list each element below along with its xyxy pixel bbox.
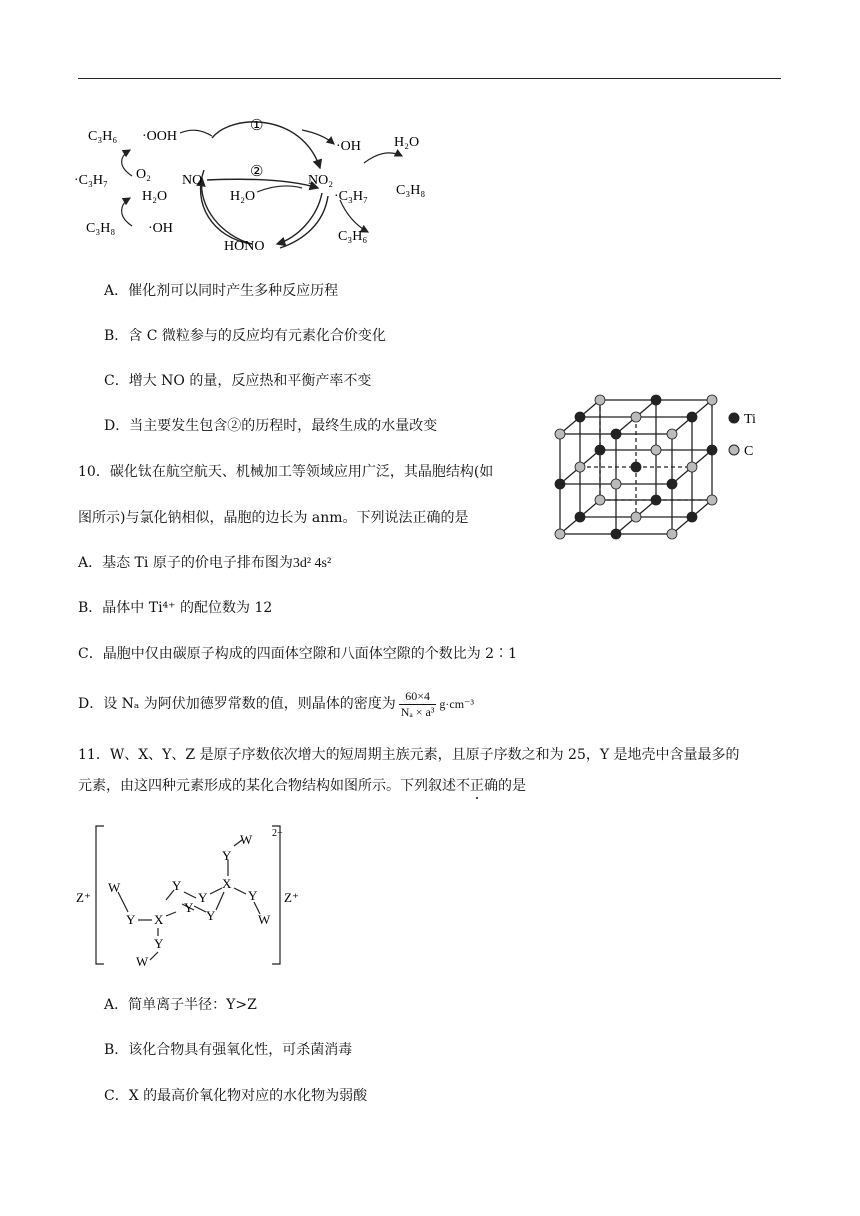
atom-y-left-upper: Y — [172, 878, 182, 893]
arrow-h2o-right — [364, 153, 402, 163]
arrow-to-oh — [302, 130, 334, 144]
z-plus-right: Z⁺ — [284, 890, 299, 905]
z-plus-left: Z⁺ — [76, 890, 91, 905]
species-c3h8-right: C₃H₈ — [396, 183, 426, 198]
crystal-cell-diagram — [548, 388, 788, 544]
q10-option-d — [78, 684, 474, 724]
q9-option-c: C．增大 NO 的量，反应热和平衡产率不变 — [104, 373, 372, 389]
species-c3h7-left: ·C₃H₇ — [74, 173, 108, 188]
q11-stem-tail: 的是 — [498, 778, 526, 794]
q10-option-a — [78, 553, 331, 574]
species-no2: NO₂ — [308, 173, 334, 188]
arrow-ooh-to-no2 — [212, 122, 320, 168]
species-o2: O₂ — [136, 167, 151, 182]
arrow-to-c3h6 — [340, 200, 368, 232]
atom-w-right: W — [258, 912, 271, 927]
atom-y-right: Y — [248, 888, 258, 903]
header-rule — [78, 78, 781, 79]
q11-option-a: A．简单离子半径：Y>Z — [104, 997, 257, 1013]
q11-option-b: B．该化合物具有强氧化性，可杀菌消毒 — [104, 1042, 353, 1058]
species-c3h6-bottom: C₃H₆ — [338, 229, 368, 244]
atom-y-left-lower: Y — [184, 900, 194, 915]
q9-option-d: D．当主要发生包含②的历程时，最终生成的水量改变 — [104, 418, 438, 434]
species-no: NO — [182, 173, 203, 188]
q11-emphasis: 不正确 — [456, 778, 498, 794]
atom-y-top: Y — [222, 848, 232, 863]
pathway-1: ① — [250, 118, 264, 134]
density-unit: g·cm⁻³ — [439, 697, 475, 711]
legend-ti-label: Ti — [744, 412, 756, 427]
q9-option-b: B．含 C 微粒参与的反应均有元素化合价变化 — [104, 328, 386, 344]
q10-option-a-text: A．基态 Ti 原子的价电子排布图为 — [78, 555, 293, 571]
atom-y-bridge-upper: Y — [198, 890, 208, 905]
q11-stem-line1: 11．W、X、Y、Z 是原子序数依次增大的短周期主族元素，且原子序数之和为 25，Y 是地壳中含量最多的 — [78, 747, 740, 763]
species-h2o-left: H₂O — [142, 189, 168, 204]
legend-ti-marker — [729, 413, 739, 423]
density-numerator: 60×4 — [399, 689, 437, 705]
atom-w-left: W — [108, 880, 121, 895]
species-hono: HONO — [224, 239, 265, 254]
q9-option-a: A．催化剂可以同时产生多种反应历程 — [104, 283, 339, 299]
atom-w-bottom: W — [136, 954, 149, 969]
q11-stem-text: 元素，由这四种元素形成的某化合物结构如图所示。下列叙述 — [78, 778, 456, 794]
legend-c-label: C — [744, 444, 754, 459]
species-oh-right: ·OH — [336, 139, 361, 154]
compound-structure-diagram — [72, 820, 312, 970]
atom-y-left: Y — [126, 912, 136, 927]
species-ooh: ·OOH — [142, 129, 177, 144]
species-c3h7-right: ·C₃H₇ — [334, 189, 368, 204]
q10-option-c: C．晶胞中仅由碳原子构成的四面体空隙和八面体空隙的个数比为 2∶1 — [78, 646, 517, 662]
atom-y-bridge-lower: Y — [206, 908, 216, 923]
reaction-cycle-diagram — [72, 108, 452, 260]
species-oh-left: ·OH — [148, 221, 173, 236]
density-denominator: Nₐ × a³ — [400, 704, 435, 719]
species-c3h6-top: C₃H₆ — [88, 129, 118, 144]
q11-stem-line2 — [78, 776, 526, 796]
species-c3h8-left: C₃H₈ — [86, 221, 116, 236]
legend-c-marker — [729, 445, 739, 455]
species-h2o-mid: H₂O — [230, 189, 256, 204]
density-fraction — [399, 689, 437, 720]
arrow-hono-to-no — [202, 178, 252, 244]
q10-option-d-text: D．设 Nₐ 为阿伏加德罗常数的值，则晶体的密度为 — [78, 696, 396, 712]
species-h2o-right: H₂O — [394, 135, 420, 150]
atom-x-right: X — [222, 876, 232, 891]
atom-x-left: X — [154, 912, 164, 927]
atom-w-top: W — [240, 832, 253, 847]
q10-stem-line1: 10．碳化钛在航空航天、机械加工等领域应用广泛，其晶胞结构(如 — [78, 464, 494, 480]
arrow-no2-to-hono — [277, 193, 322, 244]
arrow-left-upper — [122, 150, 132, 176]
arrow-left-lower — [122, 198, 132, 226]
charge-label: 2− — [272, 828, 283, 839]
q10-stem-line2: 图所示)与氯化钠相似，晶胞的边长为 anm。下列说法正确的是 — [78, 510, 469, 526]
q10-option-a-config: 3d² 4s² — [292, 556, 332, 571]
arrow-no-to-no2 — [207, 179, 318, 188]
pathway-2: ② — [250, 164, 264, 180]
link-ooh — [180, 130, 212, 136]
q11-option-c: C．X 的最高价氧化物对应的水化物为弱酸 — [104, 1088, 368, 1104]
arrow-h2o-mid — [257, 186, 302, 192]
atom-y-bottom: Y — [154, 936, 164, 951]
arc-no-to-hono — [201, 170, 252, 244]
q10-option-b: B．晶体中 Ti⁴⁺ 的配位数为 12 — [78, 600, 273, 616]
